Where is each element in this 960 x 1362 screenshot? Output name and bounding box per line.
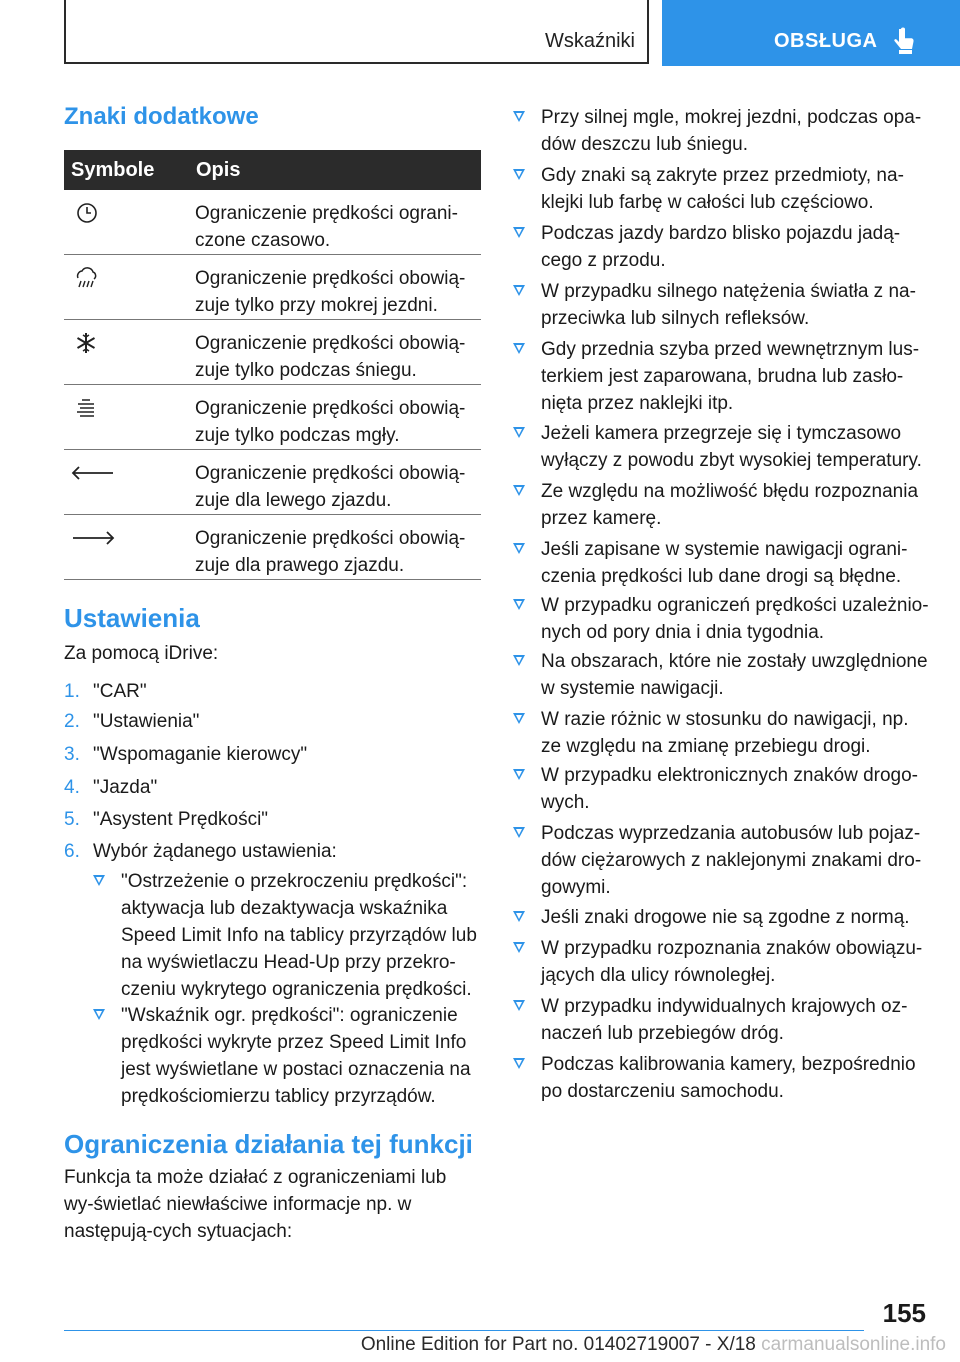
limits-item-text: Jeżeli kamera przegrzeje się i tymczasowo wyłączy z powodu zbyt wysokiej temperatury. <box>541 423 922 471</box>
limits-item <box>513 904 933 935</box>
table-row <box>64 385 481 450</box>
limits-item <box>513 648 933 706</box>
footer-edition-text: Online Edition for Part no. 01402719007 - X/18 <box>360 1334 756 1355</box>
step-number: 3. <box>64 744 80 765</box>
triangle-bullet-icon <box>513 1000 525 1011</box>
limits-item-text: Przy silnej mgle, mokrej jezdni, podczas opa-dów deszczu lub śniegu. <box>541 107 922 155</box>
step-text: "Wspomaganie kierowcy" <box>93 744 308 765</box>
page-number: 155 <box>882 1298 926 1328</box>
limits-item <box>513 336 933 420</box>
table-row-description: Ograniczenie prędkości obowią-zuje tylko podczas śniegu. <box>195 333 466 381</box>
triangle-bullet-icon <box>513 427 525 438</box>
sub-item-text: "Wskaźnik ogr. prędkości": ograniczenie prędkości wykryte przez Speed Limit Info jest wyświetlane w postaci oznaczenia na prędkościomierzu tablicy przyrządów. <box>121 1005 471 1107</box>
limits-item <box>513 820 933 904</box>
settings-intro: Za pomocą iDrive: <box>64 643 219 664</box>
triangle-bullet-icon <box>513 655 525 666</box>
table-row-description: Ograniczenie prędkości obowią-zuje dla lewego zjazdu. <box>195 463 466 511</box>
table-row-description: Ograniczenie prędkości obowią-zuje dla prawego zjazdu. <box>195 528 466 576</box>
limits-item-text: Podczas jazdy bardzo blisko pojazdu jadą-cego z przodu. <box>541 223 901 271</box>
limits-title: Ograniczenia działania tej funkcji <box>64 1129 473 1159</box>
footer-edition <box>361 1334 946 1356</box>
limits-item-text: W przypadku indywidualnych krajowych oz-naczeń lub przebiegów dróg. <box>541 996 908 1044</box>
triangle-bullet-icon <box>513 169 525 180</box>
step-number: 6. <box>64 841 80 862</box>
step-number: 1. <box>64 681 80 702</box>
table-section-title: Znaki dodatkowe <box>64 103 259 130</box>
triangle-bullet-icon <box>513 227 525 238</box>
table-row <box>64 190 481 255</box>
triangle-bullet-icon <box>513 111 525 122</box>
step-number: 2. <box>64 711 80 732</box>
limits-item-text: Jeśli zapisane w systemie nawigacji ograni-czenia prędkości lub dane drogi są błędne. <box>541 539 908 587</box>
header-section-title: Wskaźniki <box>544 30 635 52</box>
limits-list <box>513 104 933 1109</box>
step-text: "Jazda" <box>93 777 158 798</box>
triangle-bullet-icon <box>513 713 525 724</box>
step-text: "Ustawienia" <box>93 711 200 732</box>
table-header-description: Opis <box>196 159 241 181</box>
limits-item <box>513 162 933 220</box>
triangle-bullet-icon <box>513 485 525 496</box>
triangle-bullet-icon <box>513 911 525 922</box>
table-row-description: Ograniczenie prędkości obowią-zuje tylko przy mokrej jezdni. <box>195 268 466 316</box>
step-number: 5. <box>64 809 80 830</box>
limits-item <box>513 706 933 762</box>
triangle-bullet-icon <box>513 343 525 354</box>
clock-icon <box>70 198 100 228</box>
table-row <box>64 255 481 320</box>
limits-item-text: W przypadku silnego natężenia światła z na-przeciwka lub silnych refleksów. <box>541 281 916 329</box>
limits-item <box>513 536 933 592</box>
triangle-bullet-icon <box>93 1009 105 1020</box>
limits-item <box>513 220 933 278</box>
limits-item-text: Ze względu na możliwość błędu rozpoznania przez kamerę. <box>541 481 919 529</box>
limits-item-text: Gdy przednia szyba przed wewnętrznym lus-terkiem jest zaparowana, brudna lub zasło-nięta przez naklejki itp. <box>541 339 920 414</box>
limits-item <box>513 993 933 1051</box>
limits-item-text: W razie różnic w stosunku do nawigacji, np. ze względu na zmianę przebiegu drogi. <box>541 709 909 757</box>
fog-icon <box>70 393 100 423</box>
limits-item <box>513 278 933 336</box>
table-header <box>64 150 481 190</box>
step-number: 4. <box>64 777 80 798</box>
limits-item <box>513 478 933 536</box>
pointing-hand-icon <box>890 26 920 56</box>
arrow-left-icon <box>70 458 116 488</box>
triangle-bullet-icon <box>513 827 525 838</box>
triangle-bullet-icon <box>513 285 525 296</box>
limits-item <box>513 935 933 993</box>
table-row-description: Ograniczenie prędkości obowią-zuje tylko podczas mgły. <box>195 398 466 446</box>
triangle-bullet-icon <box>513 942 525 953</box>
footer-watermark[interactable]: carmanualsonline.info <box>761 1334 946 1355</box>
table-row <box>64 320 481 385</box>
limits-item-text: Podczas kalibrowania kamery, bezpośrednio po dostarczeniu samochodu. <box>541 1054 916 1102</box>
table-row-description: Ograniczenie prędkości ograni-czone czasowo. <box>195 203 458 251</box>
chapter-tab[interactable] <box>662 0 960 66</box>
limits-item-text: Na obszarach, które nie zostały uwzględnione w systemie nawigacji. <box>541 651 928 699</box>
rain-icon <box>70 263 100 293</box>
step-text: Wybór żądanego ustawienia: <box>93 841 337 862</box>
sub-item-text: "Ostrzeżenie o przekroczeniu prędkości": aktywacja lub dezaktywacja wskaźnika Speed Limit Info na tablicy przyrządów lub na wyświetlaczu Head-Up przy przekro-czeniu wykrytego ograniczenia prędkości. <box>121 871 477 1000</box>
limits-item-text: W przypadku rozpoznania znaków obowiązu-jących dla ulicy równoległej. <box>541 938 923 986</box>
symbols-table <box>64 150 481 580</box>
limits-item-text: Jeśli znaki drogowe nie są zgodne z normą. <box>541 907 910 928</box>
snowflake-icon <box>70 328 100 358</box>
table-header-symbols: Symbole <box>71 159 155 181</box>
limits-item <box>513 104 933 162</box>
limits-item <box>513 420 933 478</box>
header-section-box <box>64 0 649 64</box>
triangle-bullet-icon <box>513 543 525 554</box>
table-row <box>64 450 481 515</box>
triangle-bullet-icon <box>513 769 525 780</box>
step-text: "Asystent Prędkości" <box>93 809 269 830</box>
limits-item-text: W przypadku ograniczeń prędkości uzależnio-nych od pory dnia i dnia tygodnia. <box>541 595 929 643</box>
arrow-right-icon <box>70 523 116 553</box>
footer-divider <box>64 1330 864 1331</box>
table-row <box>64 515 481 580</box>
limits-intro: Funkcja ta może działać z ograniczeniami lub wy-świetlać niewłaściwe informacje np. w następują-cych sytuacjach: <box>64 1167 447 1242</box>
limits-item-text: Podczas wyprzedzania autobusów lub pojaz-dów ciężarowych z naklejonymi znakami dro-gowymi. <box>541 823 922 898</box>
triangle-bullet-icon <box>93 875 105 886</box>
step-text: "CAR" <box>93 681 147 702</box>
limits-item-text: W przypadku elektronicznych znaków drogo-wych. <box>541 765 919 813</box>
limits-item <box>513 762 933 820</box>
settings-title: Ustawienia <box>64 603 200 633</box>
chapter-tab-label: OBSŁUGA <box>774 30 878 52</box>
limits-item <box>513 592 933 648</box>
triangle-bullet-icon <box>513 1058 525 1069</box>
limits-item-text: Gdy znaki są zakryte przez przedmioty, na-klejki lub farbę w całości lub częściowo. <box>541 165 904 213</box>
limits-item <box>513 1051 933 1109</box>
triangle-bullet-icon <box>513 599 525 610</box>
